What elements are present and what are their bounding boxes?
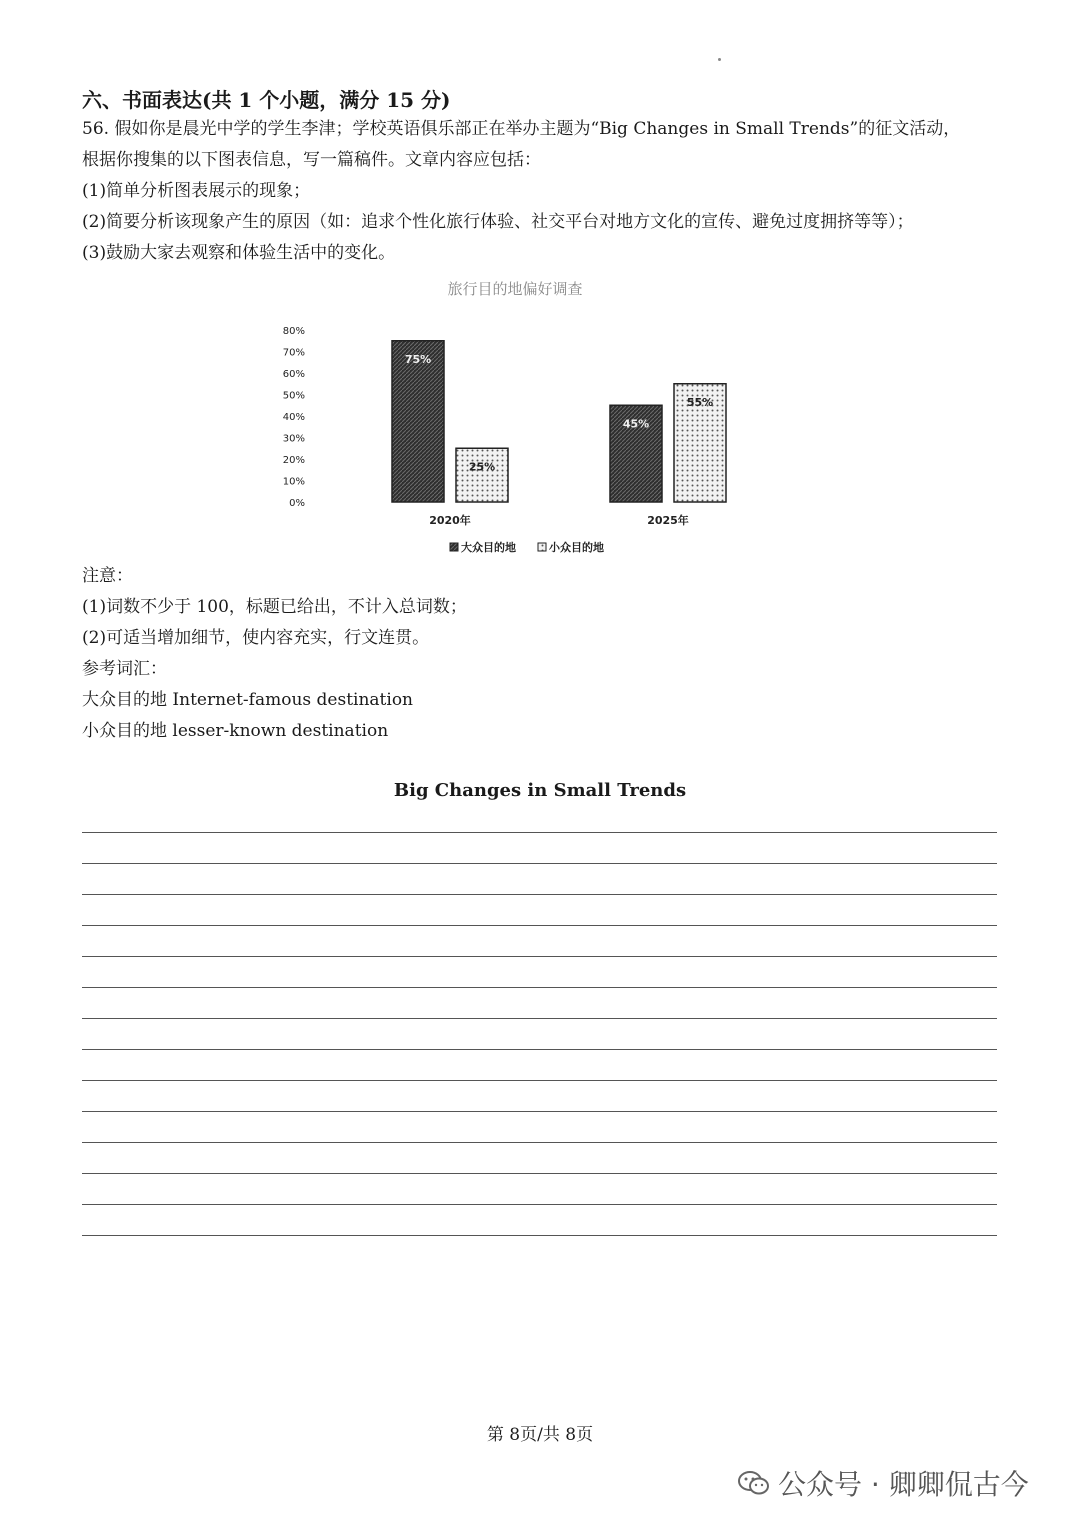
section-title: 六、书面表达(共 1 个小题，满分 15 分) (82, 88, 451, 112)
data-label: 25% (468, 460, 496, 474)
question-line: (2)简要分析该现象产生的原因（如：追求个性化旅行体验、社交平台对地方文化的宣传、避免过度拥挤等等）； (82, 212, 914, 232)
y-tick-label: 30% (282, 433, 305, 445)
essay-title: Big Changes in Small Trends (393, 780, 687, 801)
data-label: 75% (404, 352, 432, 366)
data-label: 45% (622, 417, 650, 431)
writing-line (82, 1142, 997, 1143)
y-tick-label: 10% (282, 476, 305, 488)
notes-line: 参考词汇： (82, 659, 167, 679)
question-line: (1)简单分析图表展示的现象； (82, 181, 311, 201)
y-tick-label: 50% (282, 390, 305, 402)
y-tick-label: 40% (282, 412, 305, 423)
legend-swatch (450, 543, 458, 551)
legend-label: 大众目的地 (461, 541, 516, 554)
writing-line (82, 1204, 997, 1205)
data-label: 55% (686, 395, 714, 409)
writing-line (82, 956, 997, 957)
writing-line (82, 863, 997, 864)
y-tick-label: 60% (282, 369, 305, 380)
legend-swatch (538, 543, 546, 551)
writing-line (82, 1080, 997, 1081)
writing-line (82, 1173, 997, 1174)
writing-line (82, 894, 997, 895)
y-tick-label: 20% (282, 455, 305, 466)
y-tick-label: 80% (282, 326, 305, 337)
notes-line: (1)词数不少于 100，标题已给出，不计入总词数； (82, 597, 467, 617)
writing-line (82, 1111, 997, 1112)
corner-mark (718, 58, 721, 61)
watermark-text: 公众号 · 卿卿侃古今 (778, 1468, 1029, 1501)
question-line: (3)鼓励大家去观察和体验生活中的变化。 (82, 243, 396, 263)
question-line: 根据你搜集的以下图表信息，写一篇稿件。文章内容应包括： (82, 150, 541, 170)
y-tick-label: 0% (289, 498, 305, 509)
wechat-icon (738, 1470, 770, 1496)
question-line: 56. 假如你是晨光中学的学生李津；学校英语俱乐部正在举办主题为“Big Changes in Small Trends”的征文活动， (82, 119, 961, 139)
notes-line: 小众目的地 lesser-known destination (82, 721, 389, 741)
legend-label: 小众目的地 (549, 541, 604, 554)
writing-line (82, 925, 997, 926)
writing-line (82, 1018, 997, 1019)
chart-title: 旅行目的地偏好调查 (447, 280, 583, 298)
bar-chart (270, 278, 740, 568)
notes-line: 注意： (82, 566, 133, 586)
watermark (738, 1463, 1029, 1503)
notes-line: (2)可适当增加细节，使内容充实，行文连贯。 (82, 628, 430, 648)
bar (456, 448, 508, 502)
notes-line: 大众目的地 Internet-famous destination (82, 690, 414, 710)
page-footer: 第 8页/共 8页 (486, 1425, 594, 1445)
y-tick-label: 70% (282, 347, 305, 359)
writing-line (82, 1235, 997, 1236)
writing-line (82, 832, 997, 833)
x-tick-label: 2020年 (429, 514, 471, 527)
x-tick-label: 2025年 (647, 514, 689, 527)
writing-line (82, 987, 997, 988)
writing-line (82, 1049, 997, 1050)
